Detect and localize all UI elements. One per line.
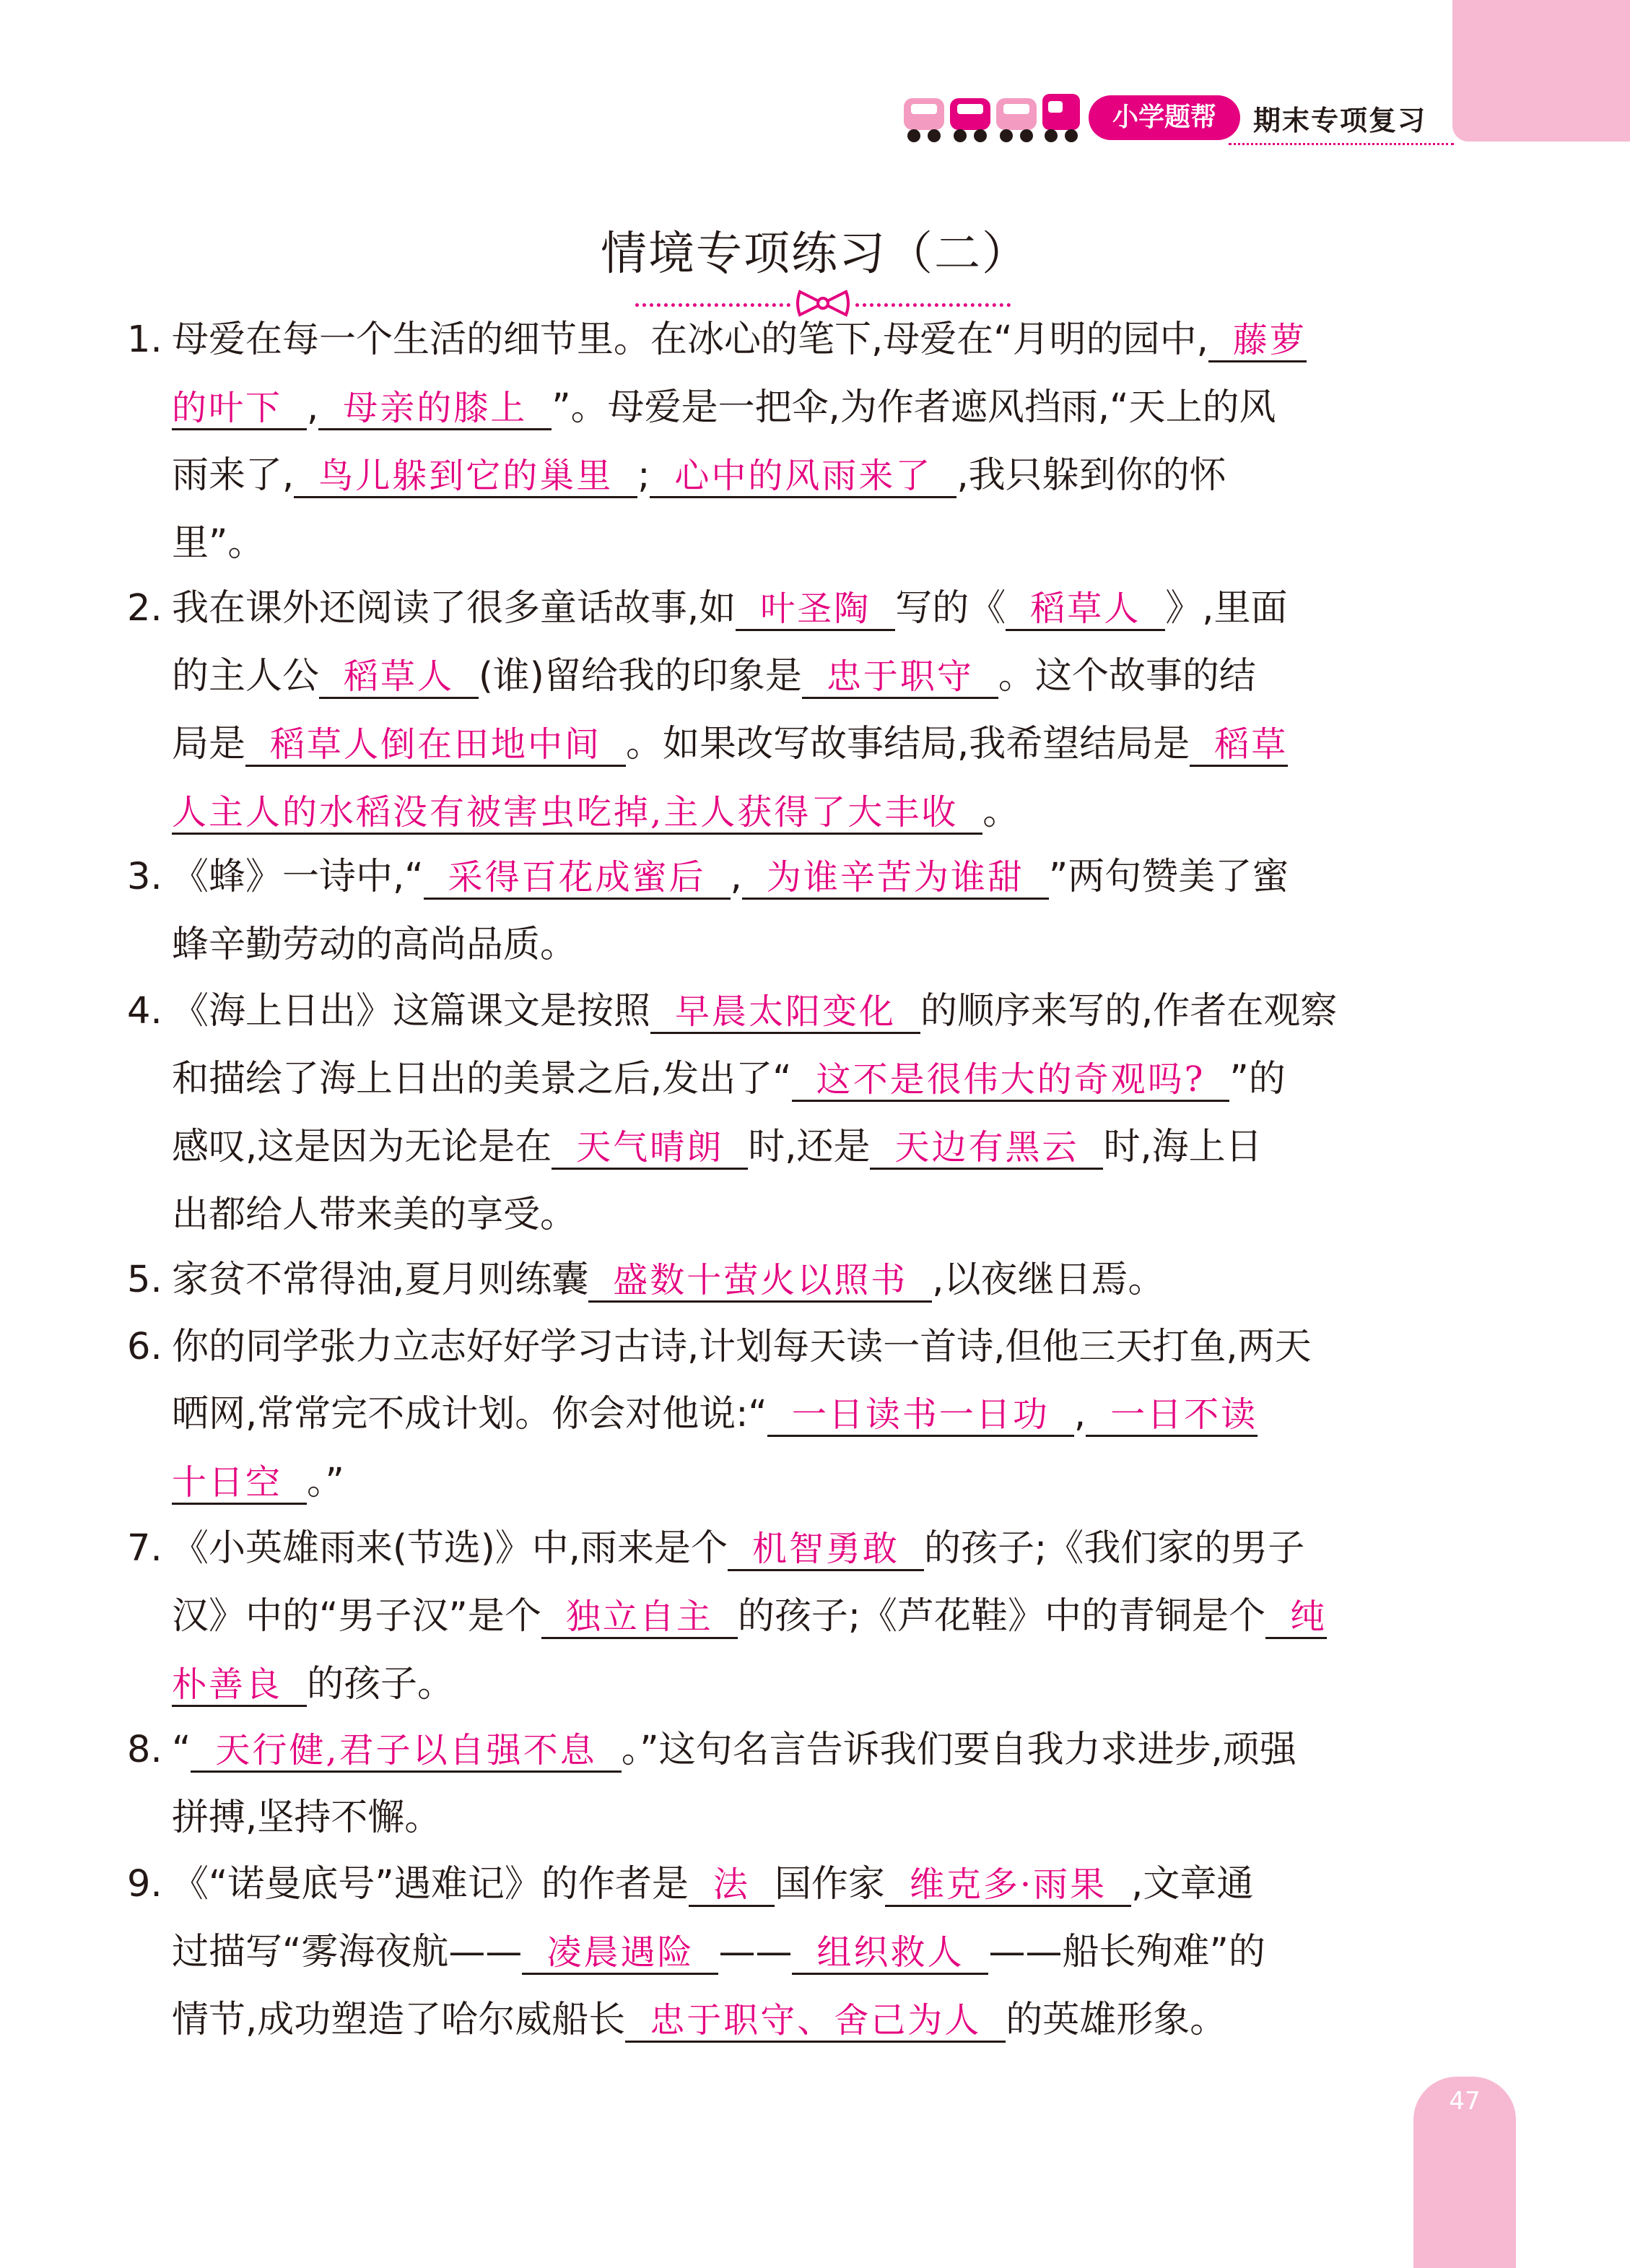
answer-blank: 盛数十萤火以照书 <box>588 1260 932 1303</box>
answer-blank: 早晨太阳变化 <box>650 991 920 1034</box>
question-text: 感叹,这是因为无论是在 <box>172 1126 552 1168</box>
question-text: 蜂辛勤劳动的高尚品质。 <box>172 924 578 966</box>
question-text: 的孩子;《我们家的男子 <box>924 1527 1305 1570</box>
question-text: 写的《 <box>895 587 1006 630</box>
answer-blank: 稻草人 <box>319 656 479 699</box>
question-text: ,我只躲到你的怀 <box>956 454 1226 497</box>
question-text: 我在课外还阅读了很多童话故事,如 <box>172 587 736 630</box>
question-text: 的孩子。 <box>307 1663 455 1706</box>
question-text: , <box>1073 1393 1086 1435</box>
answer-blank: 稻草人 <box>1006 588 1165 631</box>
question-number: 3. <box>127 856 162 898</box>
question-text: 局是 <box>172 723 246 765</box>
question-text: 的顺序来写的,作者在观察 <box>920 990 1338 1033</box>
question-text: 。” <box>307 1461 344 1503</box>
question-text: ”两句赞美了蜜 <box>1048 856 1289 898</box>
question-text: ,文章通 <box>1131 1863 1254 1906</box>
question-text: 时,海上日 <box>1103 1126 1263 1168</box>
answer-blank: 朴善良 <box>172 1664 307 1707</box>
answer-blank: 藤萝 <box>1208 320 1307 362</box>
page-title: 情境专项练习（二） <box>601 227 1029 281</box>
question-8 <box>127 1716 1499 1851</box>
header-underline <box>1229 140 1454 145</box>
question-text: —— <box>718 1931 793 1973</box>
question-text: 雨来了, <box>172 454 295 497</box>
answer-blank: 鸟儿躲到它的巢里 <box>294 456 637 498</box>
answer-blank: 的叶下 <box>172 388 307 430</box>
answer-blank: 一日不读 <box>1086 1394 1258 1437</box>
question-7 <box>127 1515 1499 1719</box>
answer-blank: 采得百花成蜜后 <box>424 857 731 900</box>
question-text: 。”这句名言告诉我们要自我力求进步,顽强 <box>621 1729 1296 1771</box>
question-6 <box>127 1313 1499 1516</box>
question-number: 8. <box>127 1729 162 1771</box>
question-text: 国作家 <box>774 1863 885 1906</box>
question-number: 6. <box>127 1326 162 1368</box>
question-text: ——船长殉难”的 <box>988 1931 1265 1973</box>
answer-blank: 忠于职守、舍己为人 <box>625 2000 1006 2043</box>
question-9 <box>127 1851 1499 2054</box>
question-text: 和描绘了海上日出的美景之后,发出了“ <box>172 1058 792 1100</box>
question-text: 《小英雄雨来(节选)》中,雨来是个 <box>172 1527 728 1570</box>
answer-blank: 维克多·雨果 <box>885 1864 1131 1907</box>
question-text: 情节,成功塑造了哈尔威船长 <box>172 1999 626 2041</box>
answer-blank: 组织救人 <box>792 1932 988 1975</box>
question-number: 2. <box>127 587 162 630</box>
question-text: 的孩子;《芦花鞋》中的青铜是个 <box>737 1595 1266 1638</box>
question-text: 你的同学张力立志好好学习古诗,计划每天读一首诗,但他三天打鱼,两天 <box>172 1326 1312 1368</box>
answer-blank: 稻草人倒在田地中间 <box>245 724 626 767</box>
question-text: , <box>307 386 319 429</box>
answer-blank: 十日空 <box>172 1462 307 1505</box>
answer-blank: 这不是很伟大的奇观吗? <box>792 1059 1230 1102</box>
question-text: 出都给人带来美的享受。 <box>172 1194 578 1236</box>
question-text: 《“诺曼底号”遇难记》的作者是 <box>172 1863 689 1906</box>
corner-tab <box>1452 0 1630 142</box>
question-text: 里”。 <box>172 522 265 565</box>
question-text: 。这个故事的结 <box>998 655 1256 698</box>
answer-blank: 稻草 <box>1190 724 1288 767</box>
question-number: 9. <box>127 1863 162 1906</box>
header-badge: 小学题帮 <box>1089 95 1240 140</box>
question-text: 。如果改写故事结局,我希望结局是 <box>626 723 1190 765</box>
question-text: 《海上日出》这篇课文是按照 <box>172 990 651 1033</box>
page-number: 47 <box>1449 2087 1481 2116</box>
answer-blank: 纯 <box>1265 1596 1327 1639</box>
question-1 <box>127 306 1499 577</box>
question-text: 家贫不常得油,夏月则练囊 <box>172 1259 589 1301</box>
answer-blank: 机智勇敢 <box>728 1529 924 1571</box>
question-text: 过描写“雾海夜航—— <box>172 1931 523 1973</box>
answer-blank: 天边有黑云 <box>870 1127 1103 1170</box>
question-text: (谁)留给我的印象是 <box>479 655 802 698</box>
answer-blank: 天气晴朗 <box>552 1127 748 1170</box>
question-2 <box>127 575 1499 846</box>
question-text: ”的 <box>1229 1058 1286 1100</box>
question-number: 4. <box>127 990 162 1033</box>
question-text: ”。母爱是一把伞,为作者遮风挡雨,“天上的风 <box>552 386 1276 429</box>
question-text: 晒网,常常完不成计划。你会对他说:“ <box>172 1393 767 1435</box>
question-number: 7. <box>127 1527 162 1570</box>
answer-blank: 母亲的膝上 <box>318 388 552 430</box>
question-number: 5. <box>127 1259 162 1301</box>
question-text: 时,还是 <box>748 1126 871 1168</box>
answer-blank: 叶圣陶 <box>736 588 895 631</box>
answer-blank: 为谁辛苦为谁甜 <box>742 857 1049 900</box>
question-text: “ <box>172 1729 191 1771</box>
answer-blank: 独立自主 <box>541 1596 738 1639</box>
answer-blank: 天行健,君子以自强不息 <box>191 1730 621 1773</box>
answer-blank: 法 <box>689 1864 775 1907</box>
question-text: 。 <box>982 791 1020 833</box>
answer-blank: 凌晨遇险 <box>522 1932 718 1975</box>
question-text: ,以夜继日焉。 <box>932 1259 1165 1301</box>
question-3 <box>127 843 1499 978</box>
header-section: 期末专项复习 <box>1253 105 1427 136</box>
question-text: 拼搏,坚持不懈。 <box>172 1796 442 1839</box>
question-text: 母爱在每一个生活的细节里。在冰心的笔下,母爱在“月明的园中, <box>172 318 1208 361</box>
question-text: , <box>730 856 742 898</box>
question-number: 1. <box>127 318 162 361</box>
train-icon <box>901 88 1083 146</box>
question-text: 《蜂》一诗中,“ <box>172 856 424 898</box>
answer-blank: 一日读书一日功 <box>767 1394 1074 1437</box>
question-text: 汉》中的“男子汉”是个 <box>172 1595 541 1638</box>
question-text: 的主人公 <box>172 655 320 698</box>
answer-blank: 忠于职守 <box>802 656 998 699</box>
question-5 <box>127 1246 1499 1314</box>
answer-blank: 人主人的水稻没有被害虫吃掉,主人获得了大丰收 <box>172 792 982 835</box>
question-text: ; <box>637 454 650 497</box>
question-text: 》,里面 <box>1165 587 1288 630</box>
answer-blank: 心中的风雨来了 <box>650 456 956 498</box>
question-text: 的英雄形象。 <box>1006 1999 1227 2041</box>
question-4 <box>127 978 1499 1248</box>
